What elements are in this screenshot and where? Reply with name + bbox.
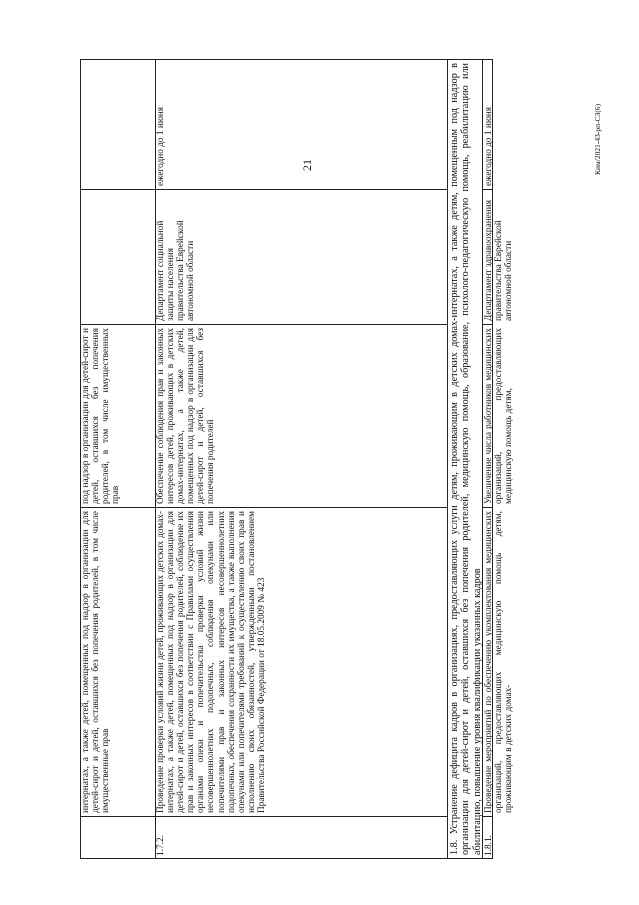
result-cell: под надзор в организации для детей-сирот и детей, оставшихся без попечения родителей, в том числе имущественных прав — [80, 324, 155, 507]
row-number-cell: 1.8.1. — [483, 816, 493, 859]
table-row — [80, 59, 156, 859]
page-number: 21 — [300, 159, 314, 171]
table-row — [155, 59, 448, 859]
table-row — [483, 59, 515, 859]
responsible-cell: Департамент социальной защиты населения правительства Еврейской автономной области — [155, 189, 447, 324]
row-number-cell — [80, 816, 155, 859]
action-cell: интернатах, а также детей, помещенных под надзор в организации для детей-сирот и детей, оставшихся без попечения родителей, в том числе имущественные прав — [80, 507, 155, 816]
term-cell: ежегодно до 1 июня — [156, 106, 166, 186]
action-cell: Проведение проверки условий жизни детей, проживающих детских домах-интернатах, а также детей, помещенных под надзор в организации для детей-сирот и детей, оставшихся без попечения родителей, соблюдение их прав и законных интересов в соответствии с Правилами осуществления органами опеки и попечительства проверки условий жизни несовершеннолетних подопечных, соблюдения опекунами или попечителями прав и законных интересов несовершеннолетних подопечных, обеспечения сохранности их имущества, а также выполнения опекунами или попечителями требований к осуществлению своих прав и исполнению своих обязанностей, утвержденными постановлением Правительства Российской Федерации от 18.05.2009 № 423 — [155, 507, 447, 816]
plan-table — [80, 59, 515, 859]
row-number-cell: 1.7.2. — [155, 816, 447, 859]
action-cell: Проведение мероприятий по обеспечению укомплектования медицинских организаций, предоставляющих медицинскую помощь детям, проживающим в детских домах- — [483, 507, 493, 816]
term-cell: ежегодно до 1 июня — [484, 106, 494, 186]
result-cell: Увеличение числа работников медицинских организаций, предоставляющих медицинскую помощь детям, — [483, 324, 493, 507]
result-cell: Обеспечение соблюдения прав и законных интересов детей, проживающих в детских домах-интернатах, а также детей, помещенных под надзор в организации для детей-сирот и детей, оставшихся без попечения родителей — [155, 324, 447, 507]
responsible-cell: Департамент здравоохранения правительства Еврейской автономной области — [483, 189, 493, 324]
responsible-cell — [80, 189, 155, 324]
document-code: Ким/2021-43-рп-СЗ(6) — [593, 103, 602, 175]
section-header: 1.8. Устранение дефицита кадров в организациях, предоставляющих услуги детям, проживающим в детских домах-интернатах, а также детям, помещенным под надзор в организации для детей-сирот и детей, оставшихся без попечения родителей, медицинскую помощь, образование, психолого-педагогическую помощь, реабилитацию или абилитацию, повышение уровня квалификации указанных кадров — [447, 59, 483, 859]
term-cell — [80, 59, 155, 189]
